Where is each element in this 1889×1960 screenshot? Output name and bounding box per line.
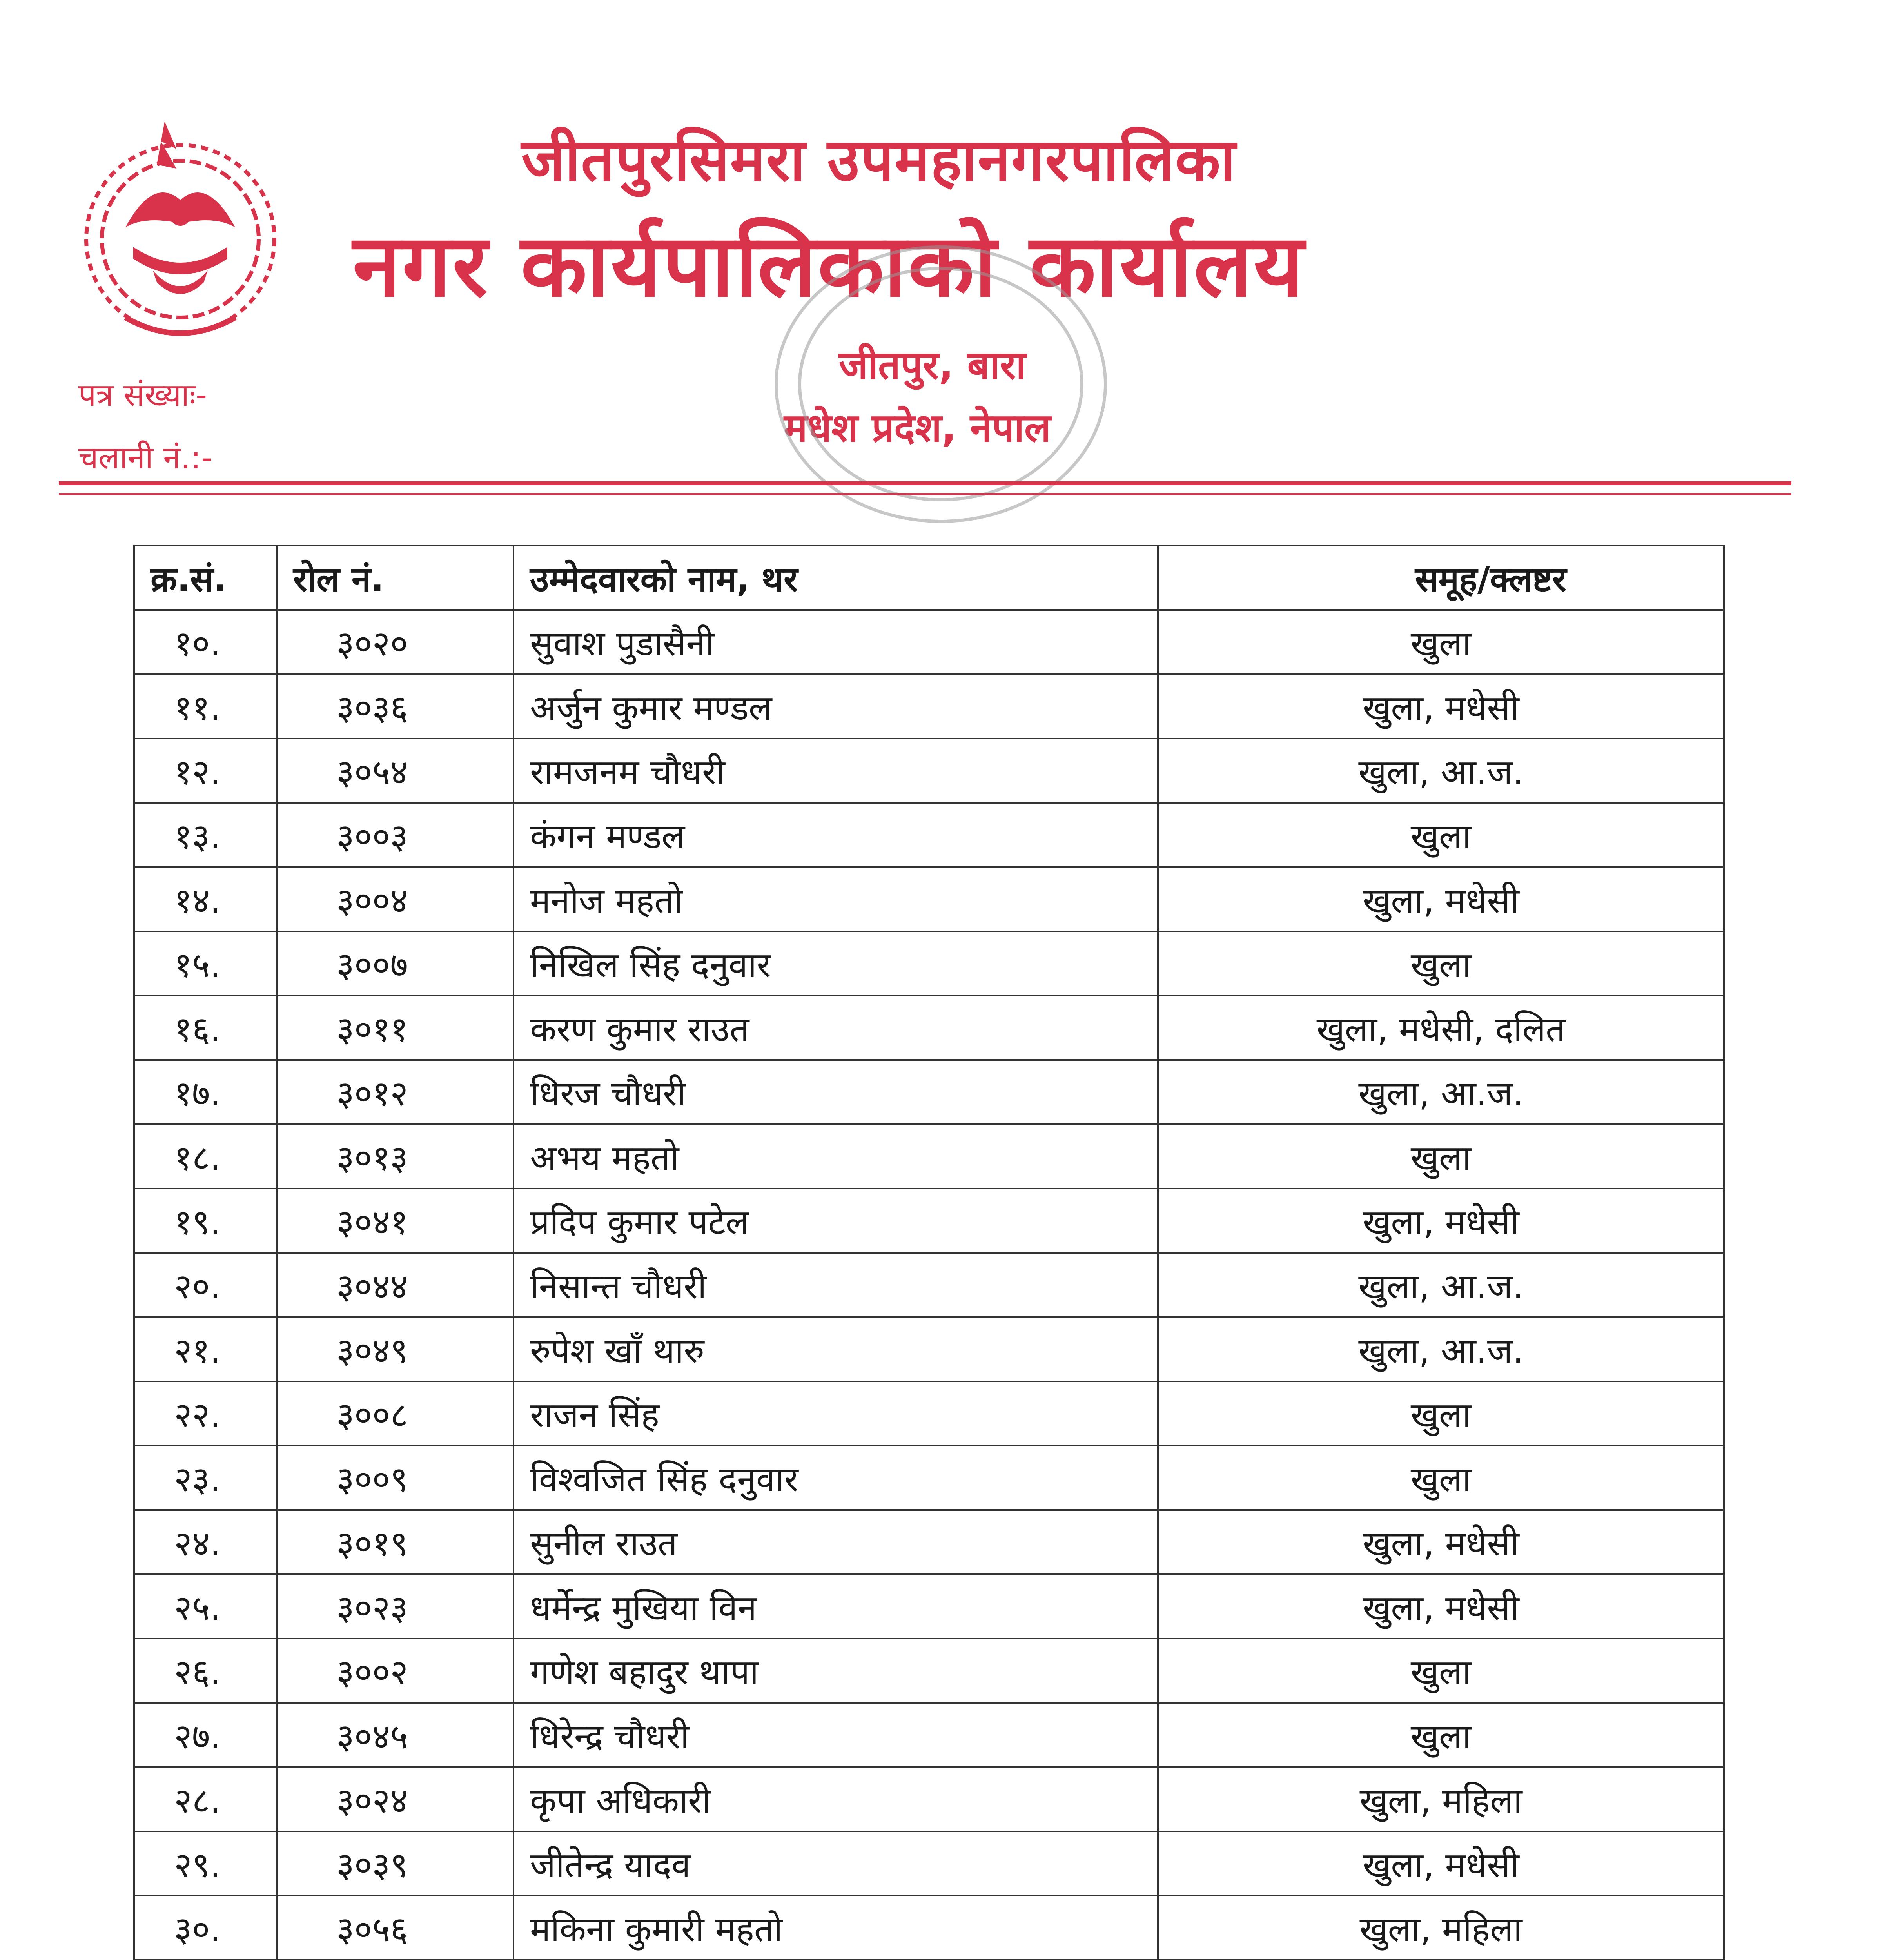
row-roll-number: ३०३९ xyxy=(277,1831,514,1896)
row-serial: २७. xyxy=(134,1703,277,1767)
table-header-row xyxy=(134,546,1724,610)
table-row xyxy=(134,1124,1724,1189)
row-roll-number: ३००७ xyxy=(277,931,514,996)
row-roll-number: ३०१९ xyxy=(277,1510,514,1574)
table-row xyxy=(134,1831,1724,1896)
row-candidate-name: जीतेन्द्र यादव xyxy=(514,1831,1158,1896)
row-candidate-name: कंगन मण्डल xyxy=(514,803,1158,867)
table-row xyxy=(134,1510,1724,1574)
row-candidate-name: धिरज चौधरी xyxy=(514,1060,1158,1124)
row-serial: २१. xyxy=(134,1317,277,1381)
table-row xyxy=(134,1639,1724,1703)
row-serial: २०. xyxy=(134,1253,277,1317)
row-group-cluster: खुला, मधेसी xyxy=(1158,1574,1724,1639)
row-candidate-name: रामजनम चौधरी xyxy=(514,739,1158,803)
row-group-cluster: खुला xyxy=(1158,1381,1724,1446)
municipality-title: जीतपुरसिमरा उपमहानगरपालिका xyxy=(521,126,1236,194)
row-roll-number: ३०३६ xyxy=(277,674,514,739)
row-candidate-name: कृपा अधिकारी xyxy=(514,1767,1158,1831)
row-candidate-name: गणेश बहादुर थापा xyxy=(514,1639,1158,1703)
table-row xyxy=(134,1381,1724,1446)
row-serial: २२. xyxy=(134,1381,277,1446)
table-row xyxy=(134,674,1724,739)
row-serial: १३. xyxy=(134,803,277,867)
row-roll-number: ३०१२ xyxy=(277,1060,514,1124)
office-stamp xyxy=(764,235,1117,533)
row-candidate-name: रुपेश खाँ थारु xyxy=(514,1317,1158,1381)
row-serial: २९. xyxy=(134,1831,277,1896)
row-candidate-name: प्रदिप कुमार पटेल xyxy=(514,1189,1158,1253)
table-row xyxy=(134,931,1724,996)
table-row xyxy=(134,867,1724,931)
row-serial: २३. xyxy=(134,1446,277,1510)
row-group-cluster: खुला xyxy=(1158,1639,1724,1703)
row-serial: १८. xyxy=(134,1124,277,1189)
office-province: मधेश प्रदेश, नेपाल xyxy=(784,405,1051,451)
row-roll-number: ३०२० xyxy=(277,610,514,674)
row-roll-number: ३०१३ xyxy=(277,1124,514,1189)
header-rule xyxy=(59,481,1791,485)
row-group-cluster: खुला, मधेसी xyxy=(1158,1510,1724,1574)
row-roll-number: ३०४५ xyxy=(277,1703,514,1767)
row-group-cluster: खुला, आ.ज. xyxy=(1158,1253,1724,1317)
row-group-cluster: खुला, मधेसी, दलित xyxy=(1158,996,1724,1060)
row-roll-number: ३०५४ xyxy=(277,739,514,803)
header-group-cluster: समूह/क्लष्टर xyxy=(1158,546,1724,610)
row-roll-number: ३००२ xyxy=(277,1639,514,1703)
row-serial: १२. xyxy=(134,739,277,803)
office-title: नगर कार्यपालिकाको कार्यालय xyxy=(353,216,1305,316)
table-row xyxy=(134,739,1724,803)
row-roll-number: ३००४ xyxy=(277,867,514,931)
office-location: जीतपुर, बारा xyxy=(839,342,1026,388)
row-group-cluster: खुला, मधेसी xyxy=(1158,1831,1724,1896)
row-serial: १९. xyxy=(134,1189,277,1253)
row-group-cluster: खुला xyxy=(1158,610,1724,674)
row-candidate-name: मनोज महतो xyxy=(514,867,1158,931)
row-candidate-name: सुवाश पुडासैनी xyxy=(514,610,1158,674)
row-group-cluster: खुला xyxy=(1158,1446,1724,1510)
row-serial: १७. xyxy=(134,1060,277,1124)
row-candidate-name: विश्वजित सिंह दनुवार xyxy=(514,1446,1158,1510)
row-roll-number: ३००३ xyxy=(277,803,514,867)
candidate-table xyxy=(133,545,1725,1960)
row-roll-number: ३०११ xyxy=(277,996,514,1060)
row-group-cluster: खुला xyxy=(1158,1703,1724,1767)
row-roll-number: ३००९ xyxy=(277,1446,514,1510)
row-candidate-name: अर्जुन कुमार मण्डल xyxy=(514,674,1158,739)
row-serial: २५. xyxy=(134,1574,277,1639)
row-candidate-name: निखिल सिंह दनुवार xyxy=(514,931,1158,996)
row-serial: २८. xyxy=(134,1767,277,1831)
row-serial: २४. xyxy=(134,1510,277,1574)
row-serial: २६. xyxy=(134,1639,277,1703)
candidate-table-container xyxy=(133,545,1725,1960)
row-group-cluster: खुला, मधेसी xyxy=(1158,674,1724,739)
row-group-cluster: खुला, आ.ज. xyxy=(1158,1060,1724,1124)
row-roll-number: ३००८ xyxy=(277,1381,514,1446)
table-row xyxy=(134,1767,1724,1831)
row-group-cluster: खुला, मधेसी xyxy=(1158,867,1724,931)
table-row xyxy=(134,1574,1724,1639)
table-row xyxy=(134,1896,1724,1960)
row-roll-number: ३०२३ xyxy=(277,1574,514,1639)
row-group-cluster: खुला, महिला xyxy=(1158,1767,1724,1831)
row-roll-number: ३०४४ xyxy=(277,1253,514,1317)
nepal-emblem-logo xyxy=(59,98,302,353)
table-row xyxy=(134,610,1724,674)
row-candidate-name: निसान्त चौधरी xyxy=(514,1253,1158,1317)
row-candidate-name: अभय महतो xyxy=(514,1124,1158,1189)
row-group-cluster: खुला, महिला xyxy=(1158,1896,1724,1960)
table-row xyxy=(134,1446,1724,1510)
table-row xyxy=(134,1703,1724,1767)
row-group-cluster: खुला xyxy=(1158,1124,1724,1189)
header-roll-number: रोल नं. xyxy=(277,546,514,610)
row-serial: १५. xyxy=(134,931,277,996)
row-group-cluster: खुला xyxy=(1158,931,1724,996)
row-serial: १६. xyxy=(134,996,277,1060)
row-serial: ३०. xyxy=(134,1896,277,1960)
row-candidate-name: सुनील राउत xyxy=(514,1510,1158,1574)
table-row xyxy=(134,1189,1724,1253)
row-serial: १०. xyxy=(134,610,277,674)
table-row xyxy=(134,996,1724,1060)
dispatch-number-label: चलानी नं.:- xyxy=(78,439,212,476)
row-roll-number: ३०५६ xyxy=(277,1896,514,1960)
row-group-cluster: खुला, आ.ज. xyxy=(1158,739,1724,803)
table-row xyxy=(134,1060,1724,1124)
row-serial: ११. xyxy=(134,674,277,739)
row-candidate-name: मकिना कुमारी महतो xyxy=(514,1896,1158,1960)
header-candidate-name: उम्मेदवारको नाम, थर xyxy=(514,546,1158,610)
row-roll-number: ३०४१ xyxy=(277,1189,514,1253)
header-serial: क्र.सं. xyxy=(134,546,277,610)
row-candidate-name: करण कुमार राउत xyxy=(514,996,1158,1060)
row-group-cluster: खुला xyxy=(1158,803,1724,867)
table-row xyxy=(134,1253,1724,1317)
row-group-cluster: खुला, आ.ज. xyxy=(1158,1317,1724,1381)
row-roll-number: ३०२४ xyxy=(277,1767,514,1831)
row-roll-number: ३०४९ xyxy=(277,1317,514,1381)
row-candidate-name: धर्मेन्द्र मुखिया विन xyxy=(514,1574,1158,1639)
row-serial: १४. xyxy=(134,867,277,931)
table-row xyxy=(134,1317,1724,1381)
row-candidate-name: धिरेन्द्र चौधरी xyxy=(514,1703,1158,1767)
row-candidate-name: राजन सिंह xyxy=(514,1381,1158,1446)
table-row xyxy=(134,803,1724,867)
row-group-cluster: खुला, मधेसी xyxy=(1158,1189,1724,1253)
reference-number-label: पत्र संख्याः- xyxy=(78,377,207,413)
header-rule-thin xyxy=(59,493,1791,495)
